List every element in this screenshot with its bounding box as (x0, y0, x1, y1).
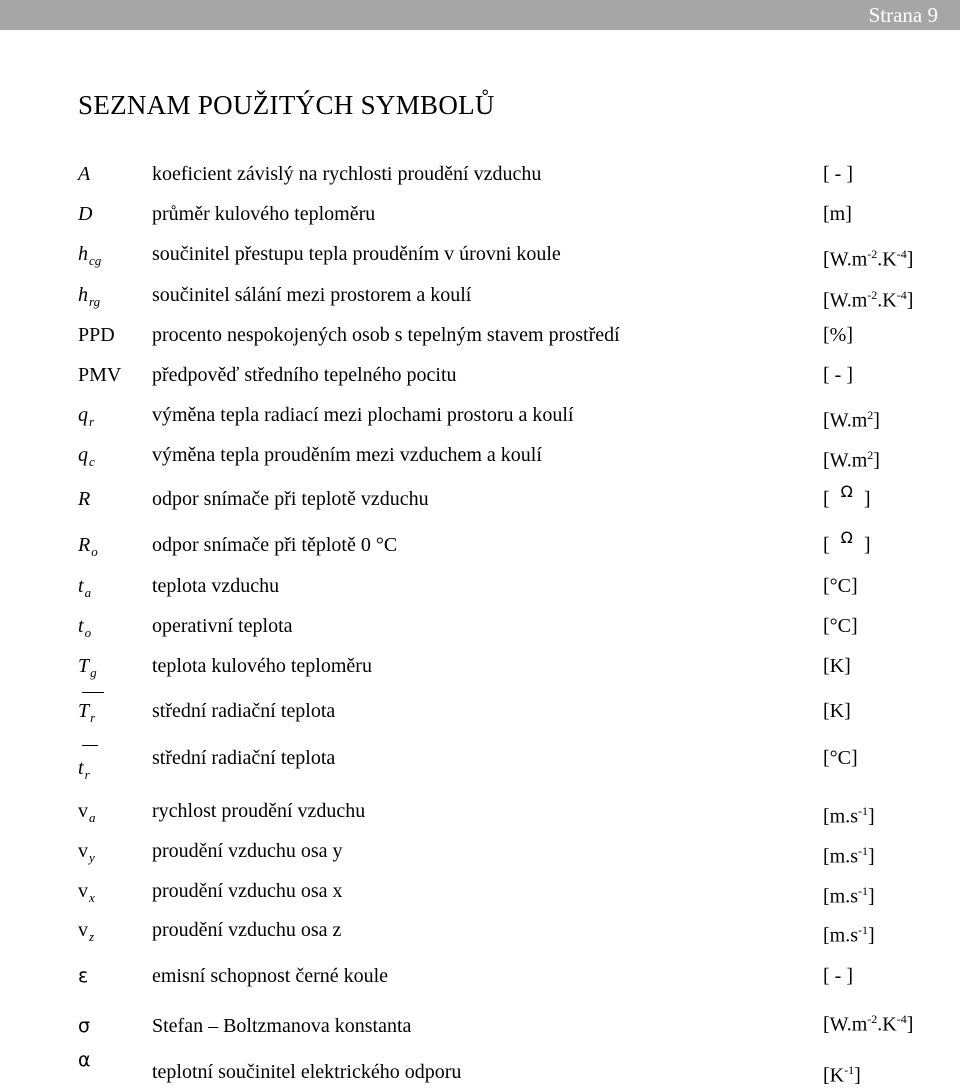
symbol-unit: $[m.s^{-1}]$ (823, 923, 875, 947)
symbol: $q_c$ (78, 444, 95, 469)
symbol-unit: [m] (823, 203, 852, 225)
symbol: A (78, 163, 91, 185)
symbol: $T_r$ (78, 700, 96, 725)
symbol-unit: [°C] (823, 747, 858, 769)
symbol-unit: [K] (823, 700, 851, 722)
symbol-row (0, 162, 960, 196)
symbol-row (0, 574, 960, 608)
symbol-row (0, 528, 960, 567)
symbol-row (0, 443, 960, 477)
page-title: SEZNAM POUŽITÝCH SYMBOLŮ (78, 90, 495, 120)
symbol-description: střední radiační teplota (152, 747, 336, 769)
symbol-subscript: y (89, 850, 95, 865)
page-number-label: Strana 9 (868, 3, 938, 27)
symbol-unit: $[W.m^2]$ (823, 408, 880, 432)
symbol-unit: $[W.m^2]$ (823, 448, 880, 472)
symbol-description: koeficient závislý na rychlosti proudění vzduchu (152, 163, 542, 185)
symbol-row (0, 746, 960, 780)
symbol-unit: $[W.m^{-2}.K^{-4}]$ (823, 1012, 914, 1036)
symbol: $h_{cg}$ (78, 243, 102, 268)
symbol-row (0, 283, 960, 317)
symbol-subscript: c (89, 454, 95, 469)
symbol-subscript: z (89, 929, 95, 944)
symbol-subscript: o (84, 625, 92, 640)
symbol-description: emisní schopnost černé koule (152, 965, 389, 987)
symbol-row (0, 799, 960, 833)
symbol-unit: [ - ] (823, 163, 853, 185)
symbol-subscript: g (90, 665, 97, 680)
symbol-description: rychlost proudění vzduchu (152, 800, 366, 822)
symbol-description: proudění vzduchu osa y (152, 840, 343, 862)
symbol: $h_{rg}$ (78, 284, 101, 309)
omega-symbol: Ω (840, 528, 853, 547)
symbol-row (0, 879, 960, 913)
symbol-description: předpověď středního tepelného pocitu (152, 364, 457, 386)
overline-mark (82, 692, 104, 693)
symbol-subscript: rg (89, 294, 101, 309)
symbol-row (0, 614, 960, 648)
symbol-row (0, 323, 960, 357)
symbol-subscript: a (89, 810, 96, 825)
symbol-subscript: a (84, 585, 92, 600)
symbol-description: výměna tepla radiací mezi plochami prostoru a koulí (152, 404, 574, 426)
symbol: D (78, 203, 93, 225)
page-header-bar (0, 0, 960, 30)
symbol-description: průměr kulového teploměru (152, 203, 376, 225)
symbol: $R_o$ (78, 534, 98, 559)
symbol-unit: $[K^{-1}]$ (823, 1063, 861, 1087)
symbol: PPD (78, 324, 115, 346)
symbol: $T_g$ (78, 655, 97, 680)
symbol-unit: [ - ] (823, 364, 853, 386)
symbol-row (0, 699, 960, 733)
symbol-unit: [ $^\Omega$ ] (823, 482, 871, 510)
symbol: $t_o$ (78, 615, 92, 640)
symbol-subscript: x (89, 890, 95, 905)
symbol-row (0, 242, 960, 276)
symbol: α (78, 1049, 91, 1071)
symbol-description: výměna tepla prouděním mezi vzduchem a koulí (152, 444, 542, 466)
symbol-unit: [°C] (823, 615, 858, 637)
omega-symbol: Ω (840, 482, 853, 501)
symbol-row (0, 654, 960, 688)
symbol-row (0, 918, 960, 952)
symbol-description: procento nespokojených osob s tepelným stavem prostředí (152, 324, 620, 346)
symbol: $v_y$ (78, 840, 95, 865)
symbol: $q_r$ (78, 404, 95, 429)
symbol-unit: [ $^\Omega$ ] (823, 528, 871, 556)
symbol-description: teplotní součinitel elektrického odporu (152, 1061, 462, 1083)
symbol: $v_a$ (78, 800, 96, 825)
symbol-row (0, 363, 960, 397)
symbol: $t_a$ (78, 575, 92, 600)
symbol: $v_x$ (78, 880, 95, 905)
symbol-unit: $[W.m^{-2}.K^{-4}]$ (823, 247, 914, 271)
symbol-row (0, 1049, 960, 1087)
symbol-row (0, 1010, 960, 1044)
symbol: R (78, 488, 91, 510)
symbol-unit: $[m.s^{-1}]$ (823, 884, 875, 908)
symbol-row (0, 403, 960, 437)
symbol-row (0, 839, 960, 873)
symbol-row (0, 202, 960, 236)
symbol: ε (78, 965, 89, 987)
symbol-description: operativní teplota (152, 615, 293, 637)
symbol-subscript: r (90, 710, 96, 725)
symbol-description: Stefan – Boltzmanova konstanta (152, 1015, 412, 1037)
symbol-subscript: cg (89, 253, 102, 268)
symbol-description: odpor snímače při těplotě 0 °C (152, 534, 398, 556)
symbol-description: proudění vzduchu osa z (152, 919, 342, 941)
symbol-unit: [%] (823, 324, 853, 346)
symbol-row (0, 482, 960, 521)
symbol-description: teplota vzduchu (152, 575, 280, 597)
symbol: PMV (78, 364, 122, 386)
symbol-unit: [ - ] (823, 965, 853, 987)
symbol-unit: $[m.s^{-1}]$ (823, 804, 875, 828)
symbol-description: proudění vzduchu osa x (152, 880, 343, 902)
symbol-subscript: r (89, 414, 95, 429)
symbol-description: součinitel přestupu tepla prouděním v úrovni koule (152, 243, 561, 265)
symbol-subscript: r (84, 767, 90, 782)
symbol: σ (78, 1015, 91, 1037)
symbol-description: součinitel sálání mezi prostorem a koulí (152, 284, 472, 306)
symbol: $t_r$ (78, 757, 90, 782)
symbol-row (0, 964, 960, 998)
symbol-subscript: o (91, 544, 98, 559)
symbol-description: odpor snímače při teplotě vzduchu (152, 488, 429, 510)
symbol-unit: $[m.s^{-1}]$ (823, 844, 875, 868)
symbol-unit: [°C] (823, 575, 858, 597)
symbol-description: střední radiační teplota (152, 700, 336, 722)
symbol-unit: [K] (823, 655, 851, 677)
symbol: $v_z$ (78, 919, 95, 944)
symbol-unit: $[W.m^{-2}.K^{-4}]$ (823, 288, 914, 312)
symbol-description: teplota kulového teploměru (152, 655, 372, 677)
